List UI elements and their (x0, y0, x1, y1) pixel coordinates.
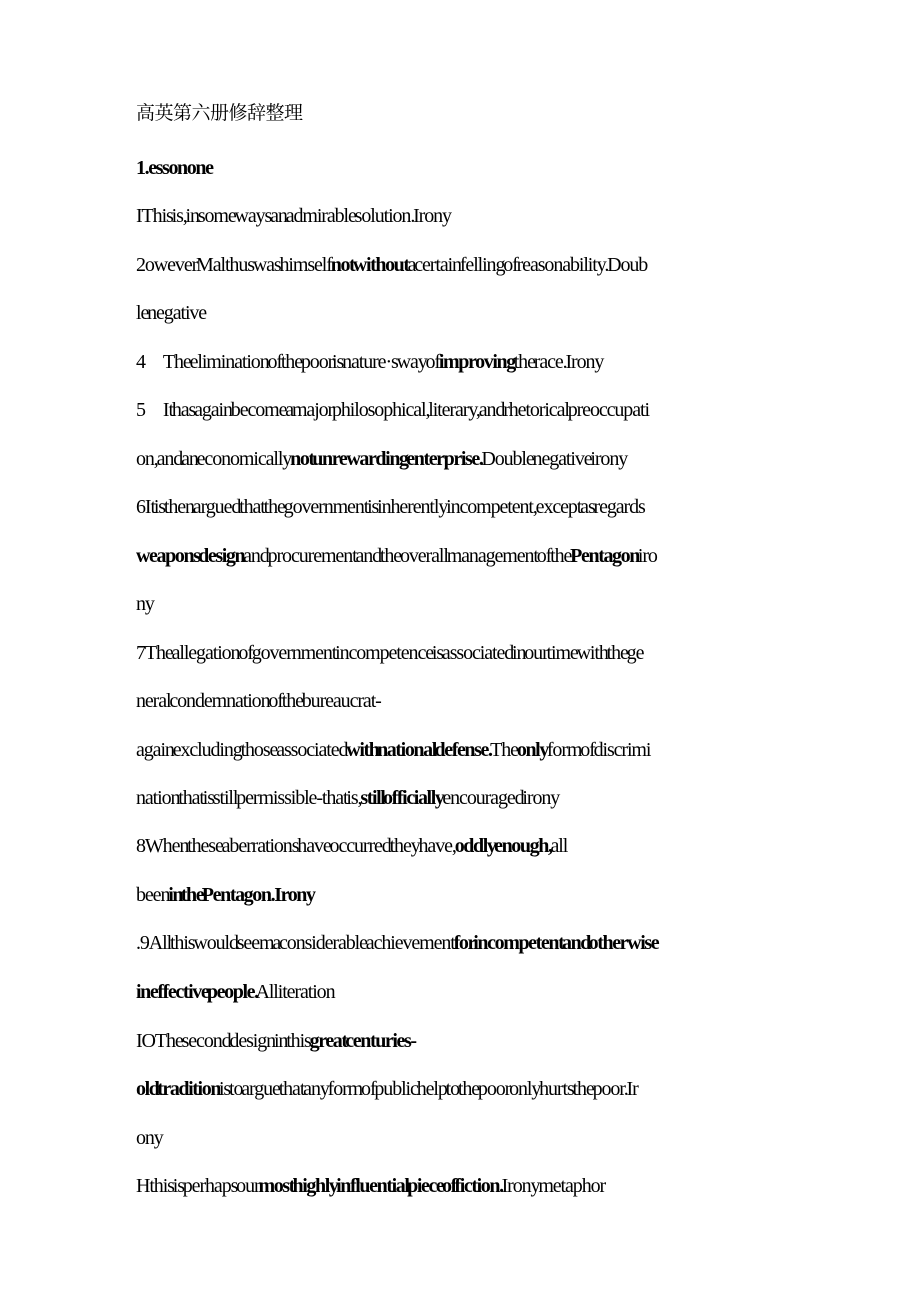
text-line (136, 350, 603, 374)
text-line (136, 980, 334, 1004)
line-text: all (551, 835, 568, 857)
line-text: Double negative irony (482, 448, 628, 470)
text-line (136, 301, 206, 325)
text-line (136, 931, 658, 955)
emphasized-text: great centuries- (309, 1030, 416, 1052)
emphasized-text: Pentagon (570, 545, 639, 567)
line-text: 5 (136, 399, 145, 421)
line-text: 2owever Malthus was himself (136, 254, 331, 276)
text-line (136, 592, 154, 616)
text-line (136, 641, 643, 665)
line-text: encouraged irony (443, 787, 560, 809)
line-text: The (491, 739, 517, 761)
line-text: a certain felling of reasonability. Doub (408, 254, 648, 276)
text-line (136, 738, 650, 762)
line-text: form of discrimi (547, 739, 651, 761)
emphasized-text: ineffective people. (136, 981, 258, 1003)
text-line (136, 204, 451, 228)
line-text: been (136, 884, 169, 906)
text-line (136, 544, 657, 568)
emphasized-text: old tradition (136, 1078, 221, 1100)
line-text: 4 (136, 351, 145, 373)
emphasized-text: only (516, 739, 548, 761)
line-text: the race. Irony (514, 351, 604, 373)
emphasized-text: with national defense. (346, 739, 492, 761)
text-line (136, 495, 645, 519)
line-text: again excluding those associated (136, 739, 347, 761)
text-line (136, 1029, 416, 1053)
line-text: 8When these aberrations have occurred they have, (136, 835, 455, 857)
line-text: Hthis is perhaps our (136, 1175, 259, 1197)
text-line (136, 447, 627, 471)
line-text: neral condemnation of the bureaucrat- (136, 690, 381, 712)
line-text: Alliteration (257, 981, 335, 1003)
line-text: IThis is, in some ways an admirable solution. Irony (136, 205, 451, 227)
emphasized-text: 1.essonone (136, 157, 213, 179)
text-line (136, 1126, 163, 1150)
emphasized-text: not unrewarding enterprise. (290, 448, 483, 470)
emphasized-text: improving (438, 351, 515, 373)
line-text: le negative (136, 302, 207, 324)
emphasized-text: weapons design (136, 545, 245, 567)
emphasized-text: most highly influential piece of fiction. (258, 1175, 503, 1197)
line-text: IOThe second design in this (136, 1030, 310, 1052)
line-text: is to argue that any form of public help to the poor only hurts the poor. Ir (220, 1078, 638, 1100)
line-text: iro (638, 545, 657, 567)
document-title (136, 101, 303, 125)
text-line (136, 883, 315, 907)
emphasized-text: for incompetent and otherwise (453, 932, 659, 954)
text-line (136, 253, 647, 277)
line-text: It has again become a major philosophical, literary, and rhetorical preoccupati (162, 399, 649, 421)
text-line (136, 156, 213, 180)
line-text: Irony metaphor (502, 1175, 606, 1197)
line-text: nation that is still permissible-that is, (136, 787, 361, 809)
text-line (136, 1174, 605, 1198)
line-text: The elimination of the poor is nature·s way of (162, 351, 439, 373)
emphasized-text: not without (330, 254, 409, 276)
line-text: on, and an economically (136, 448, 291, 470)
text-line (136, 1077, 638, 1101)
text-line (136, 689, 381, 713)
line-text: and procurement and the overall management of the (244, 545, 571, 567)
line-text: 7The allegation of government incompetence is associated in our time with the ge (136, 642, 644, 664)
emphasized-text: still officially (360, 787, 444, 809)
line-text: ony (136, 1127, 163, 1149)
emphasized-text: oddly enough, (454, 835, 552, 857)
emphasized-text: in the Pentagon.Irony (168, 884, 315, 906)
line-text: 高英第六册修辞整理 (136, 102, 303, 124)
text-line (136, 398, 649, 422)
text-line (136, 834, 567, 858)
line-text: ny (136, 593, 154, 615)
line-text: .9All this would seem a considerable achievement (136, 932, 454, 954)
text-line (136, 786, 559, 810)
line-text: 6It is then argued that the government is inherently incompetent, except as regards (136, 496, 645, 518)
